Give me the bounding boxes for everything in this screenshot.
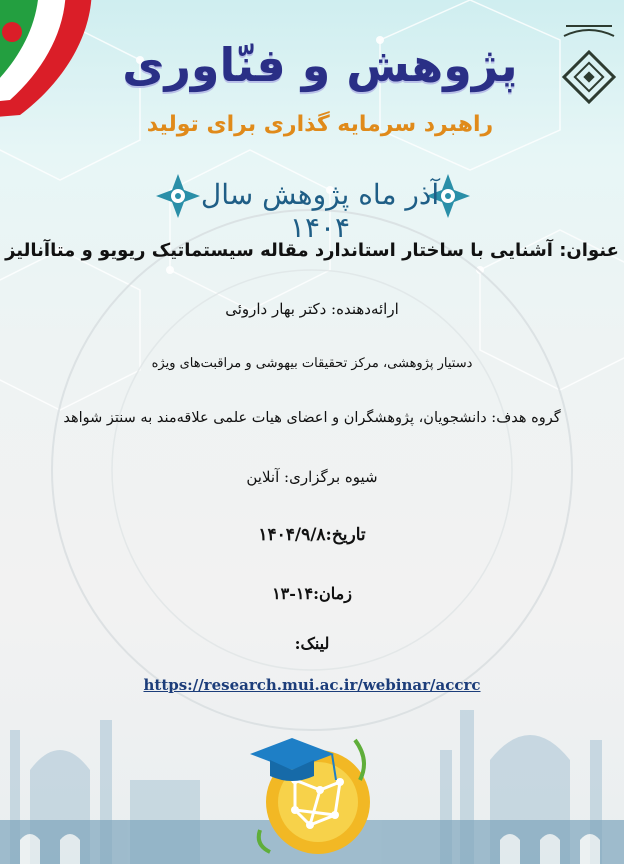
- subtitle: راهبرد سرمایه گذاری برای تولید: [146, 112, 494, 137]
- target-group: گروه هدف: دانشجویان، پژوهشگران و اعضای هیات علمی علاقه‌مند به سنتز شواهد: [63, 410, 561, 426]
- event-date: تاریخ:۱۴۰۴/۹/۸: [258, 525, 366, 545]
- delivery-method: شیوه برگزاری: آنلاین: [246, 468, 378, 486]
- event-title: عنوان: آشنایی با ساختار استاندارد مقاله سیستماتیک ریویو و متاآنالیز: [5, 240, 619, 261]
- main-title: پژوهش و فنّاوری: [122, 38, 518, 92]
- presenter: ارائه‌دهنده: دکتر بهار داروئی: [225, 300, 399, 318]
- affiliation: دستیار پژوهشی، مرکز تحقیقات بیهوشی و مراقبت‌های ویژه: [151, 356, 473, 371]
- university-logo-icon: [560, 22, 618, 114]
- graduation-globe-logo-icon: [240, 720, 390, 860]
- month-banner: آذر ماه پژوهش سال ۱۴۰۴: [200, 178, 440, 244]
- link-label: لینک:: [294, 634, 330, 653]
- event-time: زمان:۱۴-۱۳: [272, 584, 352, 603]
- webinar-link[interactable]: https://research.mui.ac.ir/webinar/accrc: [143, 676, 481, 694]
- ornament-icon: [154, 172, 202, 220]
